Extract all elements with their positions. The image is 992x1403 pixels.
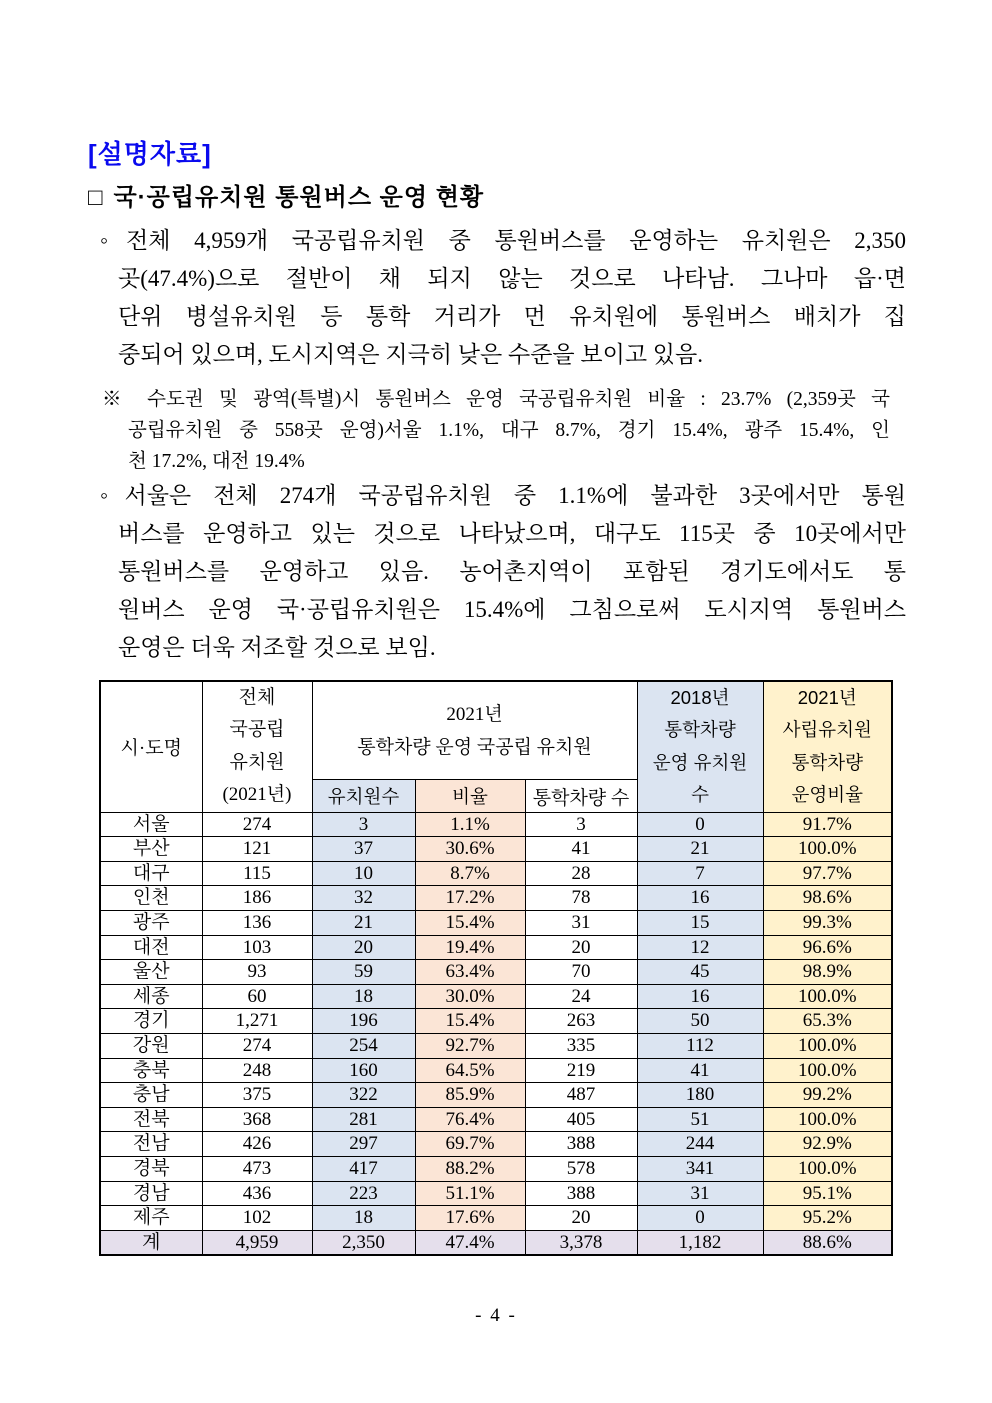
value-cell: 17.6%	[415, 1206, 525, 1231]
value-cell: 18	[312, 984, 415, 1009]
value-cell: 335	[525, 1033, 637, 1058]
header-line: 운영비율	[791, 784, 863, 806]
value-cell: 112	[637, 1033, 763, 1058]
value-cell: 18	[312, 1206, 415, 1231]
value-cell: 102	[202, 1206, 312, 1231]
value-cell: 95.2%	[763, 1206, 892, 1231]
footnote-line: ※ 수도권 및 광역(특별)시 통원버스 운영 국공립유치원 비율 : 23.7% (2,359곳 국	[102, 389, 890, 410]
header-row-1	[100, 681, 892, 780]
paragraph-line: 곳(47.4%)으로 절반이 채 되지 않는 것으로 나타남. 그나마 읍·면	[118, 266, 906, 291]
value-cell: 15	[637, 911, 763, 936]
table-row	[100, 1033, 892, 1058]
value-cell: 10	[312, 861, 415, 886]
value-cell: 60	[202, 984, 312, 1009]
value-cell: 244	[637, 1132, 763, 1157]
header-line: 유치원	[229, 751, 285, 773]
table-row	[100, 886, 892, 911]
value-cell: 186	[202, 886, 312, 911]
doc-label: [설명자료]	[88, 139, 212, 169]
value-cell: 1,182	[637, 1230, 763, 1255]
value-cell: 28	[525, 861, 637, 886]
value-cell: 12	[637, 935, 763, 960]
region-cell: 대전	[100, 935, 202, 960]
value-cell: 15.4%	[415, 911, 525, 936]
value-cell: 274	[202, 1033, 312, 1058]
region-cell: 경남	[100, 1181, 202, 1206]
value-cell: 20	[525, 1206, 637, 1231]
header-2018-vehicles	[637, 681, 763, 812]
table-row	[100, 837, 892, 862]
value-cell: 31	[525, 911, 637, 936]
value-cell: 426	[202, 1132, 312, 1157]
header-line: (2021년)	[222, 784, 292, 806]
value-cell: 70	[525, 960, 637, 985]
value-cell: 417	[312, 1156, 415, 1181]
value-cell: 85.9%	[415, 1083, 525, 1108]
value-cell: 8.7%	[415, 861, 525, 886]
footnote-line: 천 17.2%, 대전 19.4%	[128, 451, 305, 472]
value-cell: 88.6%	[763, 1230, 892, 1255]
header-ratio: 비율	[415, 780, 525, 812]
bus-operation-table	[99, 680, 893, 1256]
paragraph-line: 운영은 더욱 저조할 것으로 보임.	[118, 635, 436, 660]
value-cell: 3	[312, 812, 415, 837]
value-cell: 15.4%	[415, 1009, 525, 1034]
table-row	[100, 1156, 892, 1181]
page-number: - 4 -	[475, 1305, 517, 1326]
value-cell: 21	[637, 837, 763, 862]
paragraph-line: 통원버스를 운영하고 있음. 농어촌지역이 포함된 경기도에서도 통	[118, 559, 906, 584]
region-cell: 광주	[100, 911, 202, 936]
value-cell: 41	[525, 837, 637, 862]
value-cell: 16	[637, 886, 763, 911]
region-cell: 전남	[100, 1132, 202, 1157]
value-cell: 136	[202, 911, 312, 936]
value-cell: 254	[312, 1033, 415, 1058]
value-cell: 64.5%	[415, 1058, 525, 1083]
header-group-2021	[312, 681, 637, 780]
value-cell: 375	[202, 1083, 312, 1108]
region-cell: 충북	[100, 1058, 202, 1083]
paragraph-2	[100, 477, 906, 667]
value-cell: 45	[637, 960, 763, 985]
table-row	[100, 812, 892, 837]
table-row	[100, 911, 892, 936]
table-row	[100, 1181, 892, 1206]
value-cell: 78	[525, 886, 637, 911]
header-total-kindergartens	[202, 681, 312, 812]
table-row	[100, 960, 892, 985]
value-cell: 103	[202, 935, 312, 960]
value-cell: 32	[312, 886, 415, 911]
value-cell: 1.1%	[415, 812, 525, 837]
value-cell: 121	[202, 837, 312, 862]
region-cell: 세종	[100, 984, 202, 1009]
header-line: 전체	[238, 687, 276, 708]
square-bullet-icon: □	[88, 184, 104, 211]
region-cell: 서울	[100, 812, 202, 837]
value-cell: 341	[637, 1156, 763, 1181]
value-cell: 97.7%	[763, 861, 892, 886]
header-line: 국공립	[229, 719, 285, 741]
paragraph-line: 버스를 운영하고 있는 것으로 나타났으며, 대구도 115곳 중 10곳에서만	[118, 521, 906, 546]
value-cell: 41	[637, 1058, 763, 1083]
header-line: 운영 유치원	[652, 751, 748, 773]
footnote	[102, 384, 890, 477]
value-cell: 91.7%	[763, 812, 892, 837]
value-cell: 3	[525, 812, 637, 837]
header-line: 2018년	[670, 687, 730, 708]
value-cell: 16	[637, 984, 763, 1009]
value-cell: 59	[312, 960, 415, 985]
value-cell: 263	[525, 1009, 637, 1034]
paragraph-line: ◦서울은 전체 274개 국공립유치원 중 1.1%에 불과한 3곳에서만 통원	[100, 483, 906, 508]
value-cell: 405	[525, 1107, 637, 1132]
paragraph-line: 원버스 운영 국·공립유치원은 15.4%에 그침으로써 도시지역 통원버스	[118, 597, 906, 622]
value-cell: 100.0%	[763, 1156, 892, 1181]
region-cell: 인천	[100, 886, 202, 911]
value-cell: 487	[525, 1083, 637, 1108]
header-line: 통학차량 운영 국공립 유치원	[357, 736, 592, 758]
value-cell: 7	[637, 861, 763, 886]
value-cell: 99.3%	[763, 911, 892, 936]
value-cell: 92.9%	[763, 1132, 892, 1157]
region-cell: 충남	[100, 1083, 202, 1108]
value-cell: 98.6%	[763, 886, 892, 911]
value-cell: 51.1%	[415, 1181, 525, 1206]
value-cell: 0	[637, 1206, 763, 1231]
header-line: 사립유치원	[782, 719, 872, 741]
footnote-line: 공립유치원 중 558곳 운영)서울 1.1%, 대구 8.7%, 경기 15.4%, 광주 15.4%, 인	[128, 420, 890, 441]
value-cell: 297	[312, 1132, 415, 1157]
paragraph-1	[100, 222, 906, 374]
table-total-row	[100, 1230, 892, 1255]
value-cell: 88.2%	[415, 1156, 525, 1181]
value-cell: 92.7%	[415, 1033, 525, 1058]
region-cell: 경기	[100, 1009, 202, 1034]
table-row	[100, 1132, 892, 1157]
value-cell: 388	[525, 1132, 637, 1157]
value-cell: 1,271	[202, 1009, 312, 1034]
table-row	[100, 1009, 892, 1034]
header-vehicle-count: 통학차량 수	[525, 780, 637, 812]
region-cell: 계	[100, 1230, 202, 1255]
header-kindergarten-count: 유치원수	[312, 780, 415, 812]
table-row	[100, 1083, 892, 1108]
value-cell: 76.4%	[415, 1107, 525, 1132]
header-line: 수	[691, 784, 709, 806]
value-cell: 95.1%	[763, 1181, 892, 1206]
value-cell: 281	[312, 1107, 415, 1132]
value-cell: 3,378	[525, 1230, 637, 1255]
table-row	[100, 1206, 892, 1231]
header-line: 통학차량	[791, 751, 863, 773]
region-cell: 부산	[100, 837, 202, 862]
value-cell: 4,959	[202, 1230, 312, 1255]
value-cell: 436	[202, 1181, 312, 1206]
value-cell: 31	[637, 1181, 763, 1206]
paragraph-line: ◦전체 4,959개 국공립유치원 중 통원버스를 운영하는 유치원은 2,350	[100, 228, 906, 253]
region-cell: 울산	[100, 960, 202, 985]
value-cell: 248	[202, 1058, 312, 1083]
value-cell: 100.0%	[763, 1033, 892, 1058]
section-heading-text: 국·공립유치원 통원버스 운영 현황	[113, 184, 485, 211]
header-2021-private	[763, 681, 892, 812]
value-cell: 368	[202, 1107, 312, 1132]
value-cell: 30.6%	[415, 837, 525, 862]
value-cell: 578	[525, 1156, 637, 1181]
region-cell: 전북	[100, 1107, 202, 1132]
value-cell: 160	[312, 1058, 415, 1083]
value-cell: 20	[525, 935, 637, 960]
value-cell: 96.6%	[763, 935, 892, 960]
value-cell: 322	[312, 1083, 415, 1108]
value-cell: 19.4%	[415, 935, 525, 960]
table-container	[99, 680, 893, 1256]
value-cell: 65.3%	[763, 1009, 892, 1034]
region-cell: 제주	[100, 1206, 202, 1231]
header-sido: 시·도명	[100, 681, 202, 812]
header-line: 통학차량	[664, 719, 736, 741]
table-row	[100, 1058, 892, 1083]
region-cell: 대구	[100, 861, 202, 886]
table-row	[100, 984, 892, 1009]
value-cell: 63.4%	[415, 960, 525, 985]
value-cell: 51	[637, 1107, 763, 1132]
header-line: 2021년	[446, 703, 503, 725]
table-row	[100, 935, 892, 960]
value-cell: 30.0%	[415, 984, 525, 1009]
value-cell: 21	[312, 911, 415, 936]
header-line: 2021년	[797, 687, 857, 708]
value-cell: 0	[637, 812, 763, 837]
value-cell: 274	[202, 812, 312, 837]
paragraph-line: 중되어 있으며, 도시지역은 지극히 낮은 수준을 보이고 있음.	[118, 342, 703, 367]
value-cell: 50	[637, 1009, 763, 1034]
value-cell: 99.2%	[763, 1083, 892, 1108]
value-cell: 2,350	[312, 1230, 415, 1255]
value-cell: 93	[202, 960, 312, 985]
value-cell: 100.0%	[763, 984, 892, 1009]
value-cell: 100.0%	[763, 1058, 892, 1083]
value-cell: 115	[202, 861, 312, 886]
value-cell: 98.9%	[763, 960, 892, 985]
table-row	[100, 861, 892, 886]
value-cell: 473	[202, 1156, 312, 1181]
table-row	[100, 1107, 892, 1132]
value-cell: 37	[312, 837, 415, 862]
value-cell: 17.2%	[415, 886, 525, 911]
region-cell: 강원	[100, 1033, 202, 1058]
value-cell: 47.4%	[415, 1230, 525, 1255]
value-cell: 100.0%	[763, 1107, 892, 1132]
value-cell: 180	[637, 1083, 763, 1108]
value-cell: 100.0%	[763, 837, 892, 862]
region-cell: 경북	[100, 1156, 202, 1181]
section-heading	[88, 177, 484, 212]
value-cell: 24	[525, 984, 637, 1009]
value-cell: 196	[312, 1009, 415, 1034]
value-cell: 69.7%	[415, 1132, 525, 1157]
value-cell: 388	[525, 1181, 637, 1206]
value-cell: 219	[525, 1058, 637, 1083]
value-cell: 20	[312, 935, 415, 960]
paragraph-line: 단위 병설유치원 등 통학 거리가 먼 유치원에 통원버스 배치가 집	[118, 304, 906, 329]
value-cell: 223	[312, 1181, 415, 1206]
